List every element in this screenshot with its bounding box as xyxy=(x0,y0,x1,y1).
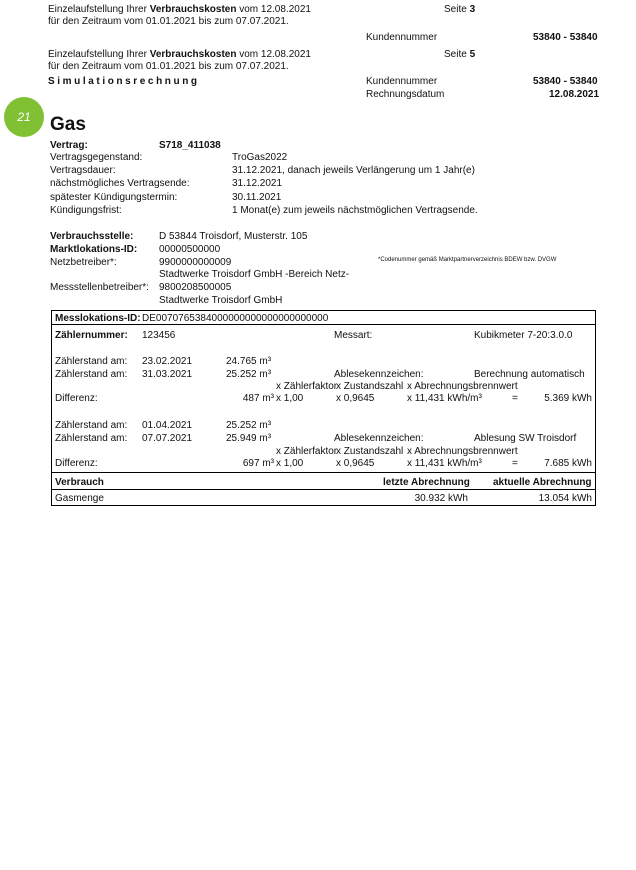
meter-operator-code: 9800208500005 xyxy=(159,282,232,293)
reading-value: 25.252 m³ xyxy=(226,369,272,380)
reading-date: 07.07.2021 xyxy=(142,433,193,444)
melo-label: Messlokations-ID: xyxy=(55,313,141,324)
invoice-date-value: 12.08.2021 xyxy=(549,89,600,100)
site-address: D 53844 Troisdorf, Musterstr. 105 xyxy=(159,231,308,242)
contract-row-value: TroGas2022 xyxy=(232,152,288,163)
contract-row-label: spätester Kündigungstermin: xyxy=(50,192,178,203)
calorific-header: x Abrechnungsbrennwert xyxy=(407,381,518,392)
malo-value: 00000500000 xyxy=(159,244,221,255)
reading-value: 24.765 m³ xyxy=(226,356,272,367)
reading-label: Zählerstand am: xyxy=(55,420,128,431)
equals-sign: = xyxy=(512,393,518,404)
usage-title: Verbrauch xyxy=(55,477,104,488)
meter-operator-label: Messstellenbetreiber*: xyxy=(50,282,149,293)
measure-type-label: Messart: xyxy=(334,330,373,341)
reading-label: Zählerstand am: xyxy=(55,433,128,444)
contract-row-label: Vertragsdauer: xyxy=(50,165,116,176)
state-number-header: x Zustandszahl xyxy=(336,446,404,457)
section-title: Gas xyxy=(50,114,86,135)
reading-value: 25.252 m³ xyxy=(226,420,272,431)
footnote: *Codenummer gemäß Marktpartnerverzeichnis BDEW bzw. DVGW xyxy=(378,257,557,263)
calorific-header: x Abrechnungsbrennwert xyxy=(407,446,518,457)
reading-code-label: Ablesekennzeichen: xyxy=(334,433,424,444)
contract-row-value: 30.11.2021 xyxy=(232,192,282,203)
factor-value: x 1,00 xyxy=(276,458,304,469)
header-line2: für den Zeitraum vom 01.01.2021 bis zum 07.07.2021. xyxy=(48,61,289,72)
grid-operator-label: Netzbetreiber*: xyxy=(50,257,117,268)
reading-code-value: Ablesung SW Troisdorf xyxy=(474,433,577,444)
energy-result: 5.369 kWh xyxy=(544,393,592,404)
divider xyxy=(51,324,596,325)
simulation-label: Simulationsrechnung xyxy=(48,76,200,87)
usage-col-current: aktuelle Abrechnung xyxy=(493,477,592,488)
page-number: Seite 5 xyxy=(444,49,476,60)
reading-code-label: Ablesekennzeichen: xyxy=(334,369,424,380)
contract-row-value: 1 Monat(e) zum jeweils nächstmöglichen Vertragsende. xyxy=(232,205,478,216)
old-header-line1: Einzelaufstellung Ihrer Verbrauchskosten vom 12.08.2021 xyxy=(48,4,311,15)
site-label: Verbrauchsstelle: xyxy=(50,231,134,242)
old-header-line2: für den Zeitraum vom 01.01.2021 bis zum 07.07.2021. xyxy=(48,16,289,27)
usage-col-last: letzte Abrechnung xyxy=(383,477,470,488)
old-customer-label: Kundennummer xyxy=(366,32,438,43)
customer-value: 53840 - 53840 xyxy=(533,76,598,87)
customer-label: Kundennummer xyxy=(366,76,438,87)
calorific-value: x 11,431 kWh/m³ xyxy=(407,458,482,469)
meter-operator-name: Stadtwerke Troisdorf GmbH xyxy=(159,295,283,306)
calorific-value: x 11,431 kWh/m³ xyxy=(407,393,482,404)
divider xyxy=(51,489,596,490)
invoice-date-label: Rechnungsdatum xyxy=(366,89,445,100)
meter-number-value: 123456 xyxy=(142,330,176,341)
contract-row-label: nächstmögliches Vertragsende: xyxy=(50,178,190,189)
meter-number-label: Zählernummer: xyxy=(55,330,128,341)
usage-row-last: 30.932 kWh xyxy=(414,493,468,504)
contract-number: S718_411038 xyxy=(159,140,221,151)
factor-header: x Zählerfaktor xyxy=(276,446,338,457)
divider xyxy=(51,472,596,473)
factor-header: x Zählerfaktor xyxy=(276,381,338,392)
energy-result: 7.685 kWh xyxy=(544,458,592,469)
measure-type-value: Kubikmeter 7-20:3.0.0 xyxy=(474,330,573,341)
old-page-number: Seite 3 xyxy=(444,4,476,15)
contract-row-value: 31.12.2021 xyxy=(232,178,283,189)
reading-value: 25.949 m³ xyxy=(226,433,272,444)
section-number-badge: 21 xyxy=(4,97,44,137)
state-number-value: x 0,9645 xyxy=(336,458,375,469)
header-line1: Einzelaufstellung Ihrer Verbrauchskosten vom 12.08.2021 xyxy=(48,49,311,60)
usage-row-current: 13.054 kWh xyxy=(538,493,592,504)
factor-value: x 1,00 xyxy=(276,393,304,404)
difference-value: 487 m³ xyxy=(242,393,274,404)
contract-label: Vertrag: xyxy=(50,140,88,151)
grid-operator-code: 9900000000009 xyxy=(159,257,232,268)
state-number-value: x 0,9645 xyxy=(336,393,375,404)
grid-operator-name: Stadtwerke Troisdorf GmbH -Bereich Netz- xyxy=(159,269,350,280)
contract-row-label: Kündigungsfrist: xyxy=(50,205,122,216)
malo-label: Marktlokations-ID: xyxy=(50,244,138,255)
reading-date: 23.02.2021 xyxy=(142,356,193,367)
usage-row-label: Gasmenge xyxy=(55,493,104,504)
difference-label: Differenz: xyxy=(55,458,98,469)
reading-code-value: Berechnung automatisch xyxy=(474,369,585,380)
equals-sign: = xyxy=(512,458,518,469)
contract-row-value: 31.12.2021, danach jeweils Verlängerung um 1 Jahr(e) xyxy=(232,165,475,176)
reading-date: 01.04.2021 xyxy=(142,420,193,431)
difference-label: Differenz: xyxy=(55,393,98,404)
difference-value: 697 m³ xyxy=(242,458,274,469)
reading-date: 31.03.2021 xyxy=(142,369,193,380)
reading-label: Zählerstand am: xyxy=(55,369,128,380)
contract-row-label: Vertragsgegenstand: xyxy=(50,152,143,163)
state-number-header: x Zustandszahl xyxy=(336,381,404,392)
reading-label: Zählerstand am: xyxy=(55,356,128,367)
melo-value: DE0070765384000000000000000000000 xyxy=(142,313,329,324)
old-customer-value: 53840 - 53840 xyxy=(533,32,598,43)
